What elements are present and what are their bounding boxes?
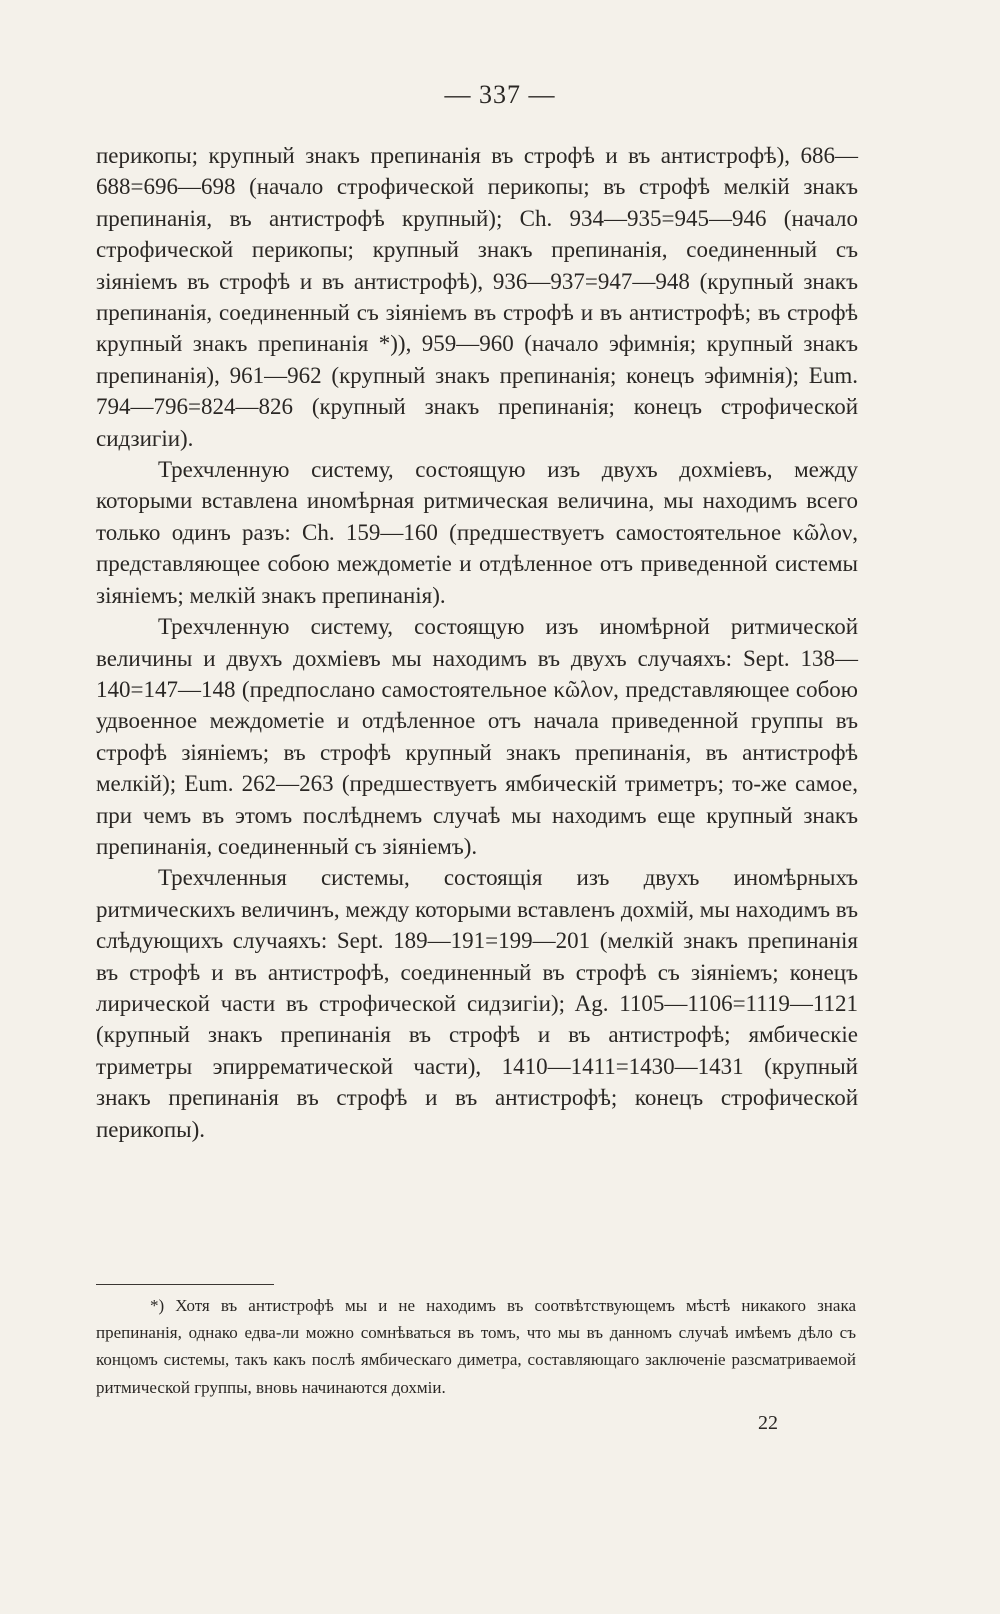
footnote-divider	[96, 1284, 274, 1285]
paragraph: перикопы; крупный знакъ препинанія въ строфѣ и въ антистрофѣ), 686—688=696—698 (начало строфической перикопы; въ строфѣ мелкій знакъ препинанія, въ антистрофѣ крупный); Ch. 934—935=945—946 (начало строфической перикопы; крупный знакъ препинанія, соединенный съ зіяніемъ въ строфѣ и въ антистрофѣ), 936—937=947—948 (крупный знакъ препинанія, соединенный съ зіяніемъ въ строфѣ и въ антистрофѣ; въ строфѣ крупный знакъ препинанія *)), 959—960 (начало эфимнія; крупный знакъ препинанія), 961—962 (крупный знакъ препинанія; конецъ эфимнія); Eum. 794—796=824—826 (крупный знакъ препинанія; конецъ строфической сидзигіи).	[96, 143, 858, 451]
paragraph: Трехчленную систему, состоящую изъ двухъ дохміевъ, между которыми вставлена иномѣрная ритмическая величина, мы находимъ всего только одинъ разъ: Ch. 159—160 (предшествуетъ самостоятельное κῶλον, представляющее собою междометіе и отдѣленное отъ приведенной системы зіяніемъ; мелкій знакъ препинанія).	[96, 457, 858, 608]
paragraph: Трехчленную систему, состоящую изъ иномѣрной ритмической величины и двухъ дохміевъ мы находимъ въ двухъ случаяхъ: Sept. 138—140=147—148 (предпослано самостоятельное κῶλον, представляющее собою удвоенное междометіе и отдѣленное отъ начала приведенной группы въ строфѣ зіяніемъ; въ строфѣ крупный знакъ препинанія, въ антистрофѣ мелкій); Eum. 262—263 (предшествуетъ ямбическій триметръ; то-же самое, при чемъ въ этомъ послѣднемъ случаѣ мы находимъ еще крупный знакъ препинанія, соединенный съ зіяніемъ).	[96, 614, 858, 859]
footnotes	[96, 1292, 856, 1401]
page-number: — 337 —	[444, 80, 556, 109]
paragraph: Трехчленныя системы, состоящія изъ двухъ иномѣрныхъ ритмическихъ величинъ, между которыми вставленъ дохмій, мы находимъ въ слѣдующихъ случаяхъ: Sept. 189—191=199—201 (мелкій знакъ препинанія въ строфѣ и въ антистрофѣ, соединенный въ строфѣ съ зіяніемъ; конецъ лирической части въ строфической сидзигіи); Ag. 1105—1106=1119—1121 (крупный знакъ препинанія въ строфѣ и въ антистрофѣ; ямбическіе триметры эпиррематической части), 1410—1411=1430—1431 (крупный знакъ препинанія въ строфѣ и въ антистрофѣ; конецъ строфической перикопы).	[96, 865, 858, 1142]
footnote: *) Хотя въ антистрофѣ мы и не находимъ въ соотвѣтствующемъ мѣстѣ никакого знака препинанія, однако едва-ли можно сомнѣваться въ томъ, что мы въ данномъ случаѣ имѣемъ дѣло съ концомъ системы, такъ какъ послѣ ямбическаго диметра, составляющаго заключеніе разсматриваемой ритмической группы, вновь начинаются дохміи.	[96, 1296, 856, 1397]
signature-mark: 22	[758, 1412, 778, 1434]
main-text	[96, 140, 858, 1145]
